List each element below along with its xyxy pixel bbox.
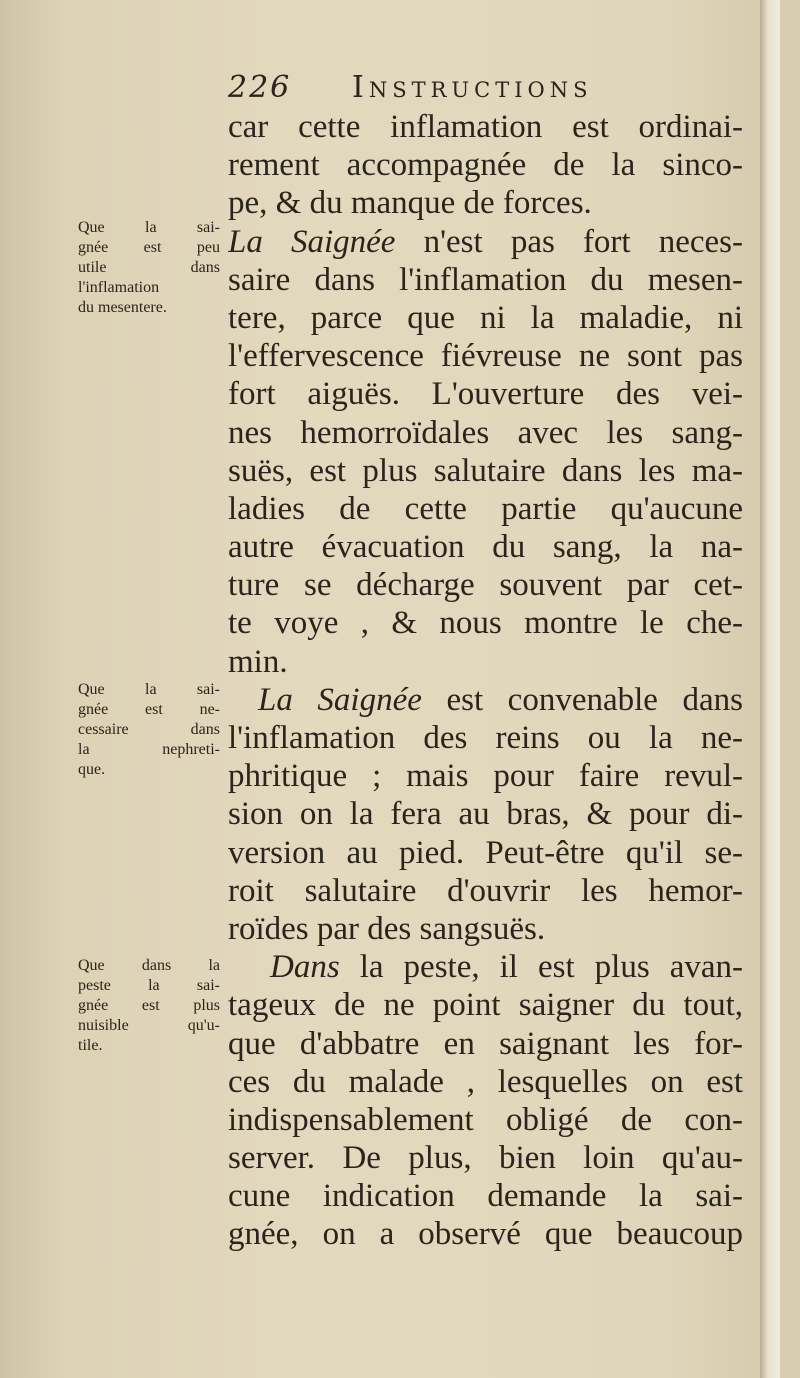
margin-note-line: la nephreti- bbox=[78, 741, 220, 758]
margin-note-peste bbox=[78, 956, 220, 1056]
margin-note-line: Que la sai- bbox=[78, 219, 220, 236]
body-line: nes hemorroïdales avec les sang- bbox=[228, 414, 743, 451]
body-line: saire dans l'inflamation du mesen- bbox=[228, 261, 743, 298]
body-line: fort aiguës. L'ouverture des vei- bbox=[228, 376, 743, 413]
margin-note-line: gnée est plus bbox=[78, 997, 220, 1014]
body-line: te voye , & nous montre le che- bbox=[228, 605, 743, 642]
margin-note-line: gnée est ne- bbox=[78, 701, 220, 718]
page-edge bbox=[760, 0, 780, 1378]
body-line: pe, & du manque de forces. bbox=[228, 185, 592, 222]
body-line: autre évacuation du sang, la na- bbox=[228, 529, 743, 566]
body-line: cune indication demande la sai- bbox=[228, 1178, 743, 1215]
body-line: l'inflamation des reins ou la ne- bbox=[228, 720, 743, 756]
margin-note-line: cessaire dans bbox=[78, 721, 220, 738]
body-line: ture se décharge souvent par cet- bbox=[228, 567, 743, 604]
margin-note-line: peste la sai- bbox=[78, 977, 220, 994]
margin-note-line: que. bbox=[78, 761, 106, 778]
margin-note-line: Que dans la bbox=[78, 957, 220, 974]
body-line: Dans la peste, il est plus avan- bbox=[270, 949, 743, 986]
body-line: version au pied. Peut-être qu'il se- bbox=[228, 834, 743, 871]
body-line: indispensablement obligé de con- bbox=[228, 1101, 743, 1138]
body-line: tageux de ne point saigner du tout, bbox=[228, 987, 743, 1024]
body-line: ladies de cette partie qu'aucune bbox=[228, 490, 743, 527]
margin-note-line: Que la sai- bbox=[78, 681, 220, 698]
body-line: tere, parce que ni la maladie, ni bbox=[228, 299, 743, 336]
body-line: l'effervescence fiévreuse ne sont pas bbox=[228, 338, 743, 375]
body-line: min. bbox=[228, 643, 288, 680]
margin-note-line: du mesentere. bbox=[78, 299, 167, 316]
body-line: roit salutaire d'ouvrir les hemor- bbox=[228, 872, 743, 909]
body-line: gnée, on a observé que beaucoup bbox=[228, 1216, 743, 1253]
body-line: server. De plus, bien loin qu'au- bbox=[228, 1140, 743, 1177]
body-line: La Saignée est convenable dans bbox=[258, 681, 743, 718]
margin-note-line: tile. bbox=[78, 1037, 103, 1054]
body-line: que d'abbatre en saignant les for- bbox=[228, 1025, 743, 1062]
body-text bbox=[228, 108, 743, 1254]
margin-note-line: nuisible qu'u- bbox=[78, 1017, 220, 1034]
body-line: La Saignée n'est pas fort neces- bbox=[228, 223, 743, 260]
margin-note-line: utile dans bbox=[78, 259, 220, 276]
body-line: suës, est plus salutaire dans les ma- bbox=[228, 452, 743, 489]
body-line: ces du malade , lesquelles on est bbox=[228, 1063, 743, 1100]
margin-note-inflamation-mesentere bbox=[78, 218, 220, 318]
running-title: Instructions bbox=[352, 70, 593, 105]
body-line: phritique ; mais pour faire revul- bbox=[228, 758, 743, 795]
page-number: 226 bbox=[228, 70, 292, 105]
margin-note-nephretique bbox=[78, 680, 220, 780]
body-line: rement accompagnée de la sinco- bbox=[228, 147, 743, 184]
margin-note-line: l'inflamation bbox=[78, 279, 160, 296]
body-line: sion on la fera au bras, & pour di- bbox=[228, 796, 743, 833]
body-line: car cette inflamation est ordinai- bbox=[228, 109, 743, 145]
body-line: roïdes par des sangsuës. bbox=[228, 910, 546, 947]
margin-note-line: gnée est peu bbox=[78, 239, 220, 256]
running-header bbox=[228, 70, 748, 110]
